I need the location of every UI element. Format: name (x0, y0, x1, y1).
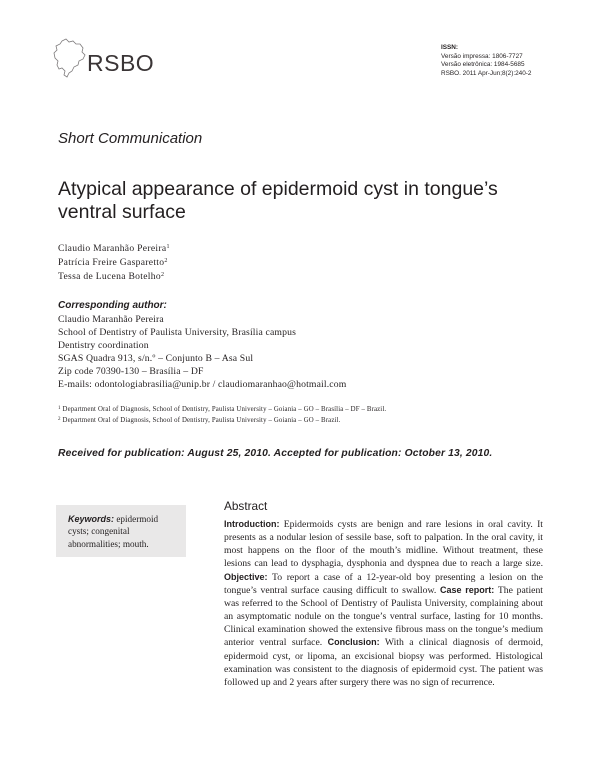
abstract-body (224, 518, 543, 689)
issn-print-line: Versão impressa: 1806-7727 (441, 52, 523, 60)
author-item: Claudio Maranhão Pereira$^1$ (58, 243, 170, 254)
corr-line: Dentistry coordination (58, 340, 149, 352)
abstract-intro-text: Epidermoids cysts are benign and rare lesions in oral cavity. It presents as a nodular lesion of sessile base, soft to palpation. In the oral cavity, it most happens on the floor of the mouth’s midline. Without treatment, these lesions can lead to dysphagia, dysphonia and dyspnea due to reach a large size. (224, 519, 543, 570)
corresponding-author-label: Corresponding author: (58, 300, 167, 311)
affiliations (58, 404, 386, 426)
issn-info (441, 44, 531, 78)
abstract-objective-text: To report a case of a 12-year-old boy presenting a lesion on the tongue’s ventral surface causing difficult to swallow. (224, 571, 543, 596)
author-item: Tessa de Lucena Botelho$^2$ (58, 271, 165, 283)
author-list (58, 241, 170, 284)
affiliation-item: $^1$ Department Oral of Diagnosis, School of Dentistry, Paulista University – Goiania – GO – Brasília – DF – Brazil. (58, 406, 387, 413)
corresponding-author-address (58, 313, 346, 392)
issn-electronic-line: Versão eletrônica: 1984-5685 (441, 61, 525, 69)
keywords-label: Keywords: (68, 514, 115, 524)
citation-line: RSBO. 2011 Apr-Jun;8(2):240-2 (441, 69, 532, 77)
abstract-conclusion-label: Conclusion: (327, 637, 380, 648)
keywords-text (68, 513, 180, 550)
corr-line: Zip code 70390-130 – Brasília – DF (58, 366, 204, 378)
issn-label: ISSN: (441, 44, 459, 51)
author-item: Patrícia Freire Gasparetto$^2$ (58, 257, 168, 269)
journal-logo-text: RSBO (87, 50, 155, 76)
brazil-map-logo-icon (52, 38, 86, 78)
corr-line: SGAS Quadra 913, s/n.º – Conjunto B – Asa Sul (58, 353, 254, 365)
abstract-conclusion-text: With a clinical diagnosis of dermoid, epidermoid cyst, or lipoma, an excisional biopsy was performed. Histological examination was consistent to the diagnosis of epidermoid cyst. The patient was followed up and 2 years after surgery there was no sign of recurrence. (224, 637, 543, 688)
keywords-list: epidermoid cysts; congenital abnormalities; mouth. (68, 514, 159, 549)
publication-dates: Received for publication: August 25, 2010. Accepted for publication: October 13, 2010. (58, 448, 493, 459)
abstract-case-report-text: The patient was referred to the School of Dentistry of Paulista University, complaining about an asymptomatic nodule on the tongue’s ventral surface, lasting for 10 months. Clinical examination showed the extensive fibrous mass on the tongue’s medium anterior ventral surface. (224, 584, 544, 649)
affiliation-item: $^2$ Department Oral of Diagnosis, School of Dentistry, Paulista University – Goiania – GO – Brazil. (58, 417, 341, 424)
article-title: Atypical appearance of epidermoid cyst in tongue’s ventral surface (58, 178, 498, 223)
corr-line: School of Dentistry of Paulista University, Brasília campus (58, 327, 296, 339)
corr-line: Claudio Maranhão Pereira (58, 314, 164, 325)
corr-line: E-mails: odontologiabrasilia@unip.br / claudiomaranhao@hotmail.com (58, 379, 347, 391)
abstract-case-report-label: Case report: (439, 584, 495, 595)
abstract-heading: Abstract (224, 499, 268, 513)
abstract-objective-label: Objective: (224, 571, 268, 582)
section-label: Short Communication (58, 130, 203, 147)
abstract-intro-label: Introduction: (224, 519, 280, 529)
